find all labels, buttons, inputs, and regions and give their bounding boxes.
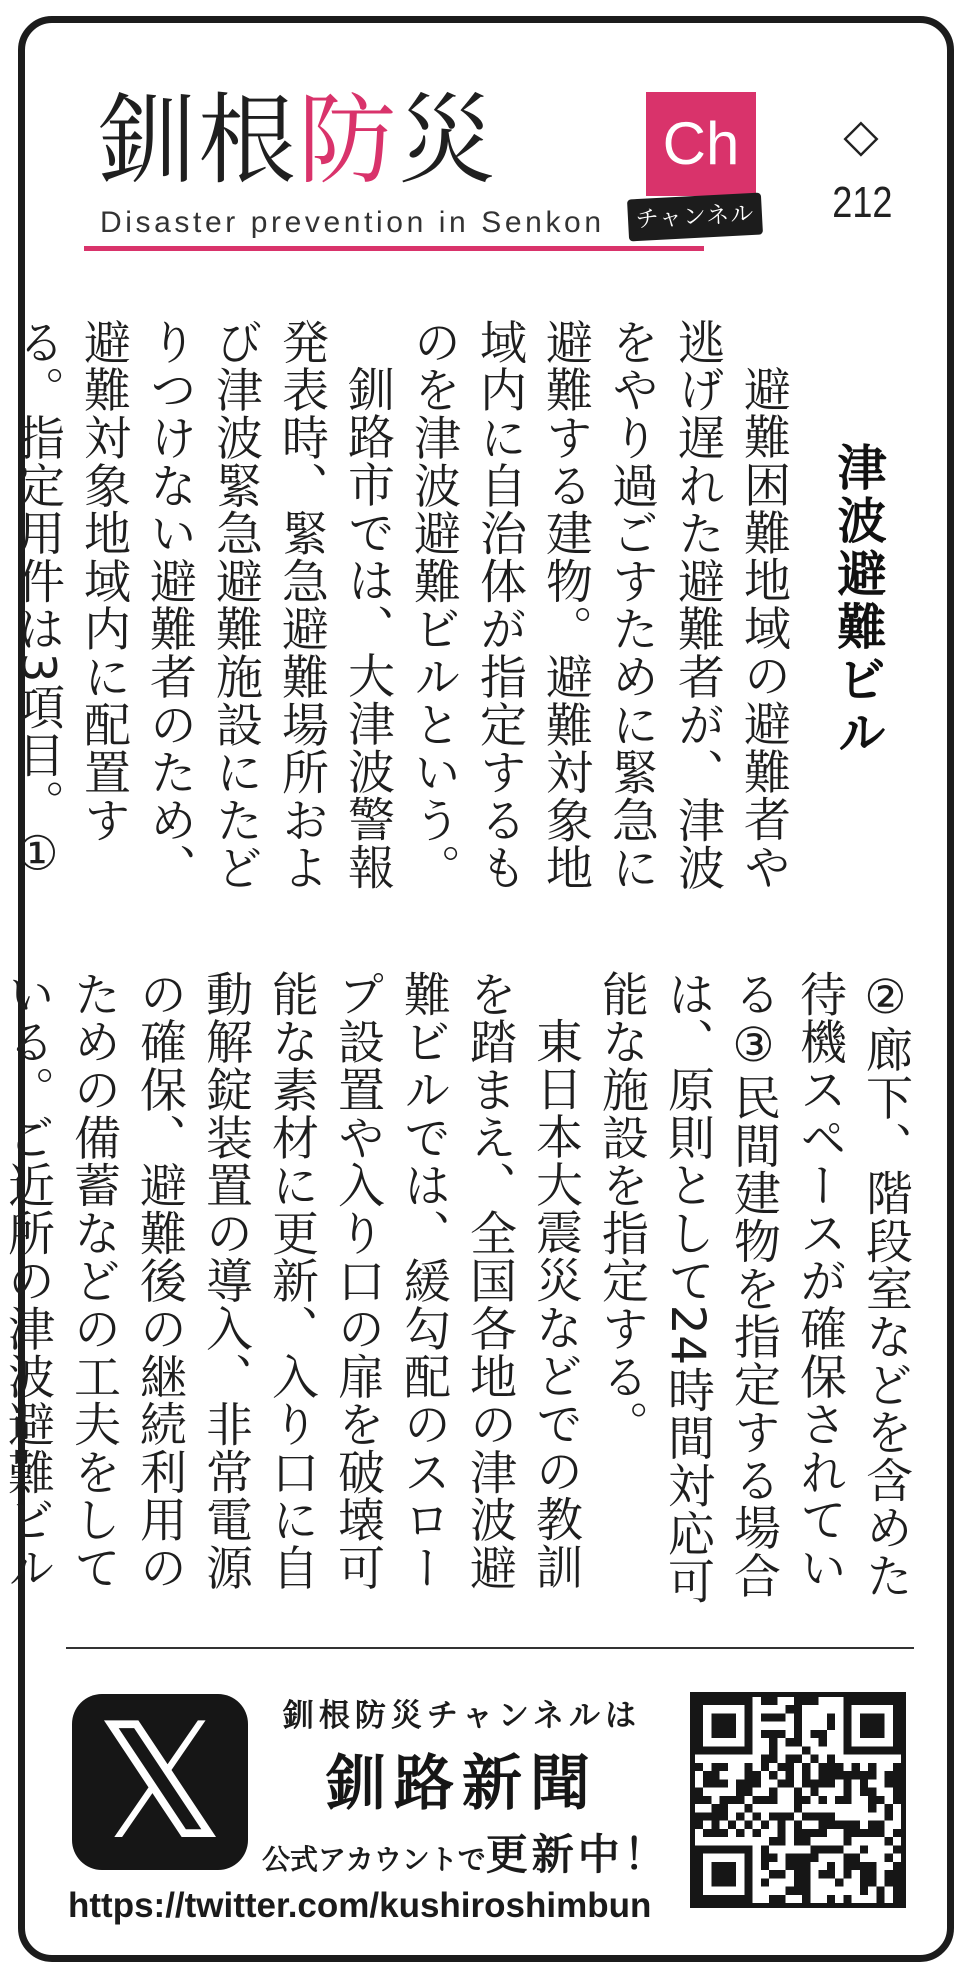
twitter-url-link[interactable]: https://twitter.com/kushiroshimbun [68, 1886, 652, 1925]
channel-tag: チャンネル [627, 193, 763, 242]
promo-line-2-big: 更新中！ [485, 1830, 670, 1879]
channel-badge: Ch [646, 92, 756, 196]
promo-line-2 [262, 1822, 670, 1882]
paragraph-2-start: 釧路市では、大津波警報発表時、緊急避難場所および津波緊急避難施設にたどりつけない避難者のため、避難対象地域内に配置する。指定用件は3項目。① [10, 318, 395, 892]
brand-char-4: 災 [398, 84, 499, 198]
qr-code-graphic [695, 1697, 901, 1903]
article-body-bottom [0, 970, 918, 1610]
paragraph-3: 東日本大震災などでの教訓を踏まえ、全国各地の津波避難ビルでは、緩勾配のスロープ設置や入り口の扉を破壊可能な素材に更新、入り口に自動解錠装置の導入、非常電源の確保、避難後の継続利用のための備蓄などの工夫をしている。ご近所の津波避難ビル [0, 970, 583, 1592]
paragraph-1: 避難困難地域の避難者や逃げ遅れた避難者が、津波をやり過ごすために緊急に避難する建物。避難対象地域内に自治体が指定するものを津波避難ビルという。 [406, 318, 791, 892]
qr-code[interactable] [690, 1692, 906, 1908]
brand-title [98, 86, 498, 196]
article-body-top [10, 318, 796, 928]
brand-char-1: 釧 [98, 84, 199, 198]
brand-underline [84, 246, 704, 251]
newspaper-name: 釧路新聞 [326, 1749, 598, 1819]
promo-line-2-small: 公式アカウントで [262, 1843, 486, 1876]
paragraph-2-end: ②廊下、階段室などを含めた待機スペースが確保されている③民間建物を指定する場合は、原則として24時間対応可能な施設を指定する。 [594, 970, 913, 1606]
brand-char-3: 防 [298, 84, 399, 198]
article-headline: 津波避難ビル [830, 442, 887, 760]
promo-line-1: 釧根防災チャンネルは [282, 1698, 642, 1734]
issue-number: 212 [832, 178, 893, 227]
footer-divider [66, 1647, 914, 1649]
brand-subtitle: Disaster prevention in Senkon [100, 206, 605, 239]
brand-char-2: 根 [198, 84, 299, 198]
x-logo-icon[interactable]: 𝕏 [72, 1694, 248, 1870]
issue-diamond-icon: ◇ [843, 108, 879, 162]
